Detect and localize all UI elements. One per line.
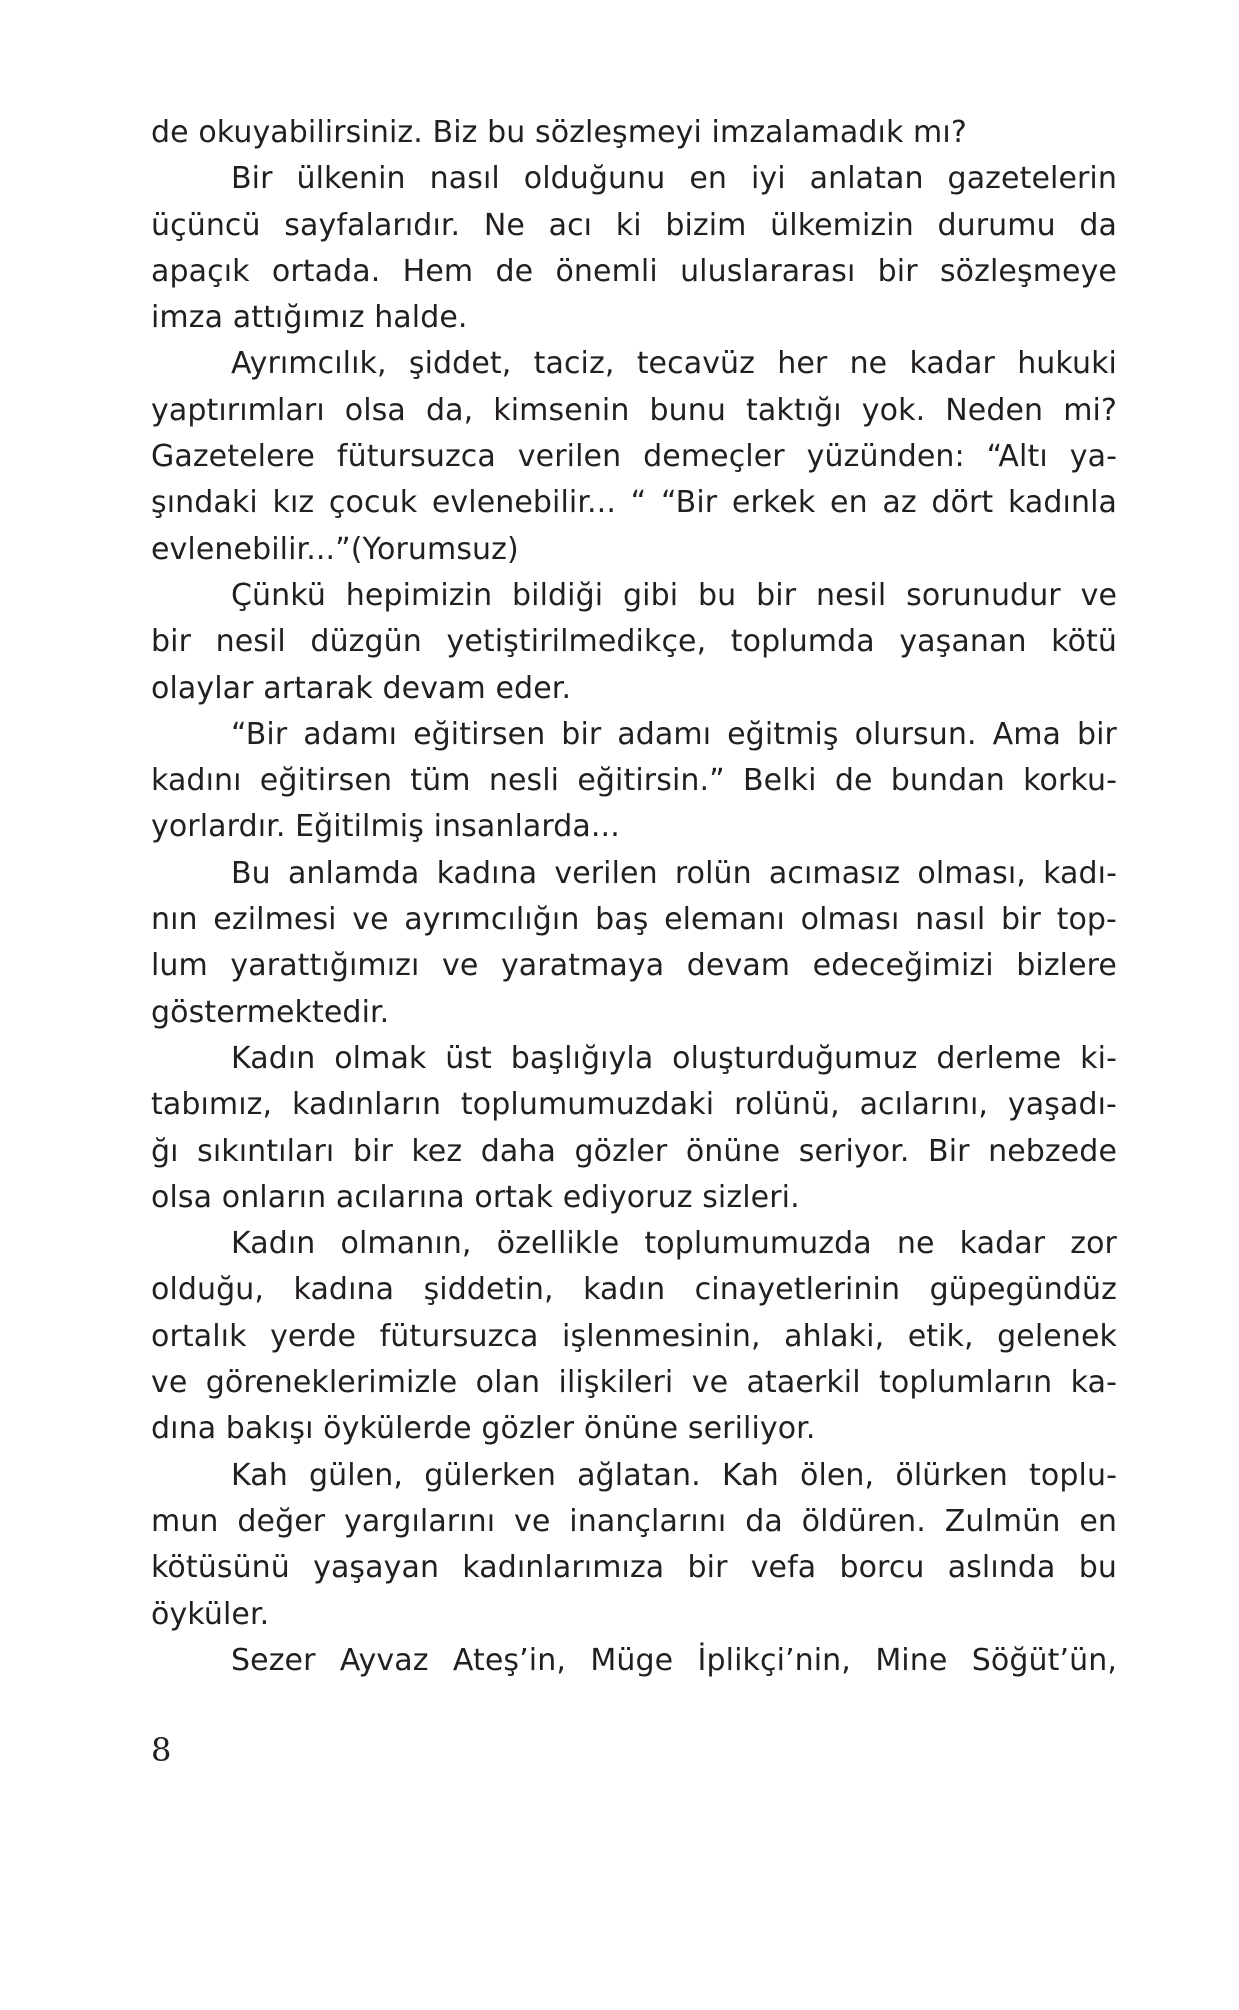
text-line: nın ezilmesi ve ayrımcılığın baş elemanı olması nasıl bir top- (151, 902, 1117, 938)
text-line: olduğu, kadına şiddetin, kadın cinayetlerinin güpegündüz (151, 1272, 1117, 1308)
text-line: apaçık ortada. Hem de önemli uluslararası bir sözleşmeye (151, 253, 1117, 289)
page-number: 8 (151, 1731, 172, 1769)
text-line: mun değer yargılarını ve inançlarını da öldüren. Zulmün en (151, 1503, 1117, 1539)
text-line: Kadın olmak üst başlığıyla oluşturduğumuz derleme ki- (231, 1040, 1117, 1076)
text-line: yorlardır. Eğitilmiş insanlarda... (151, 809, 620, 845)
text-line: ortalık yerde fütursuzca işlenmesinin, ahlaki, etik, gelenek (151, 1318, 1117, 1354)
text-line: ve göreneklerimizle olan ilişkileri ve ataerkil toplumların ka- (151, 1365, 1117, 1401)
text-line: kadını eğitirsen tüm nesli eğitirsin.” Belki de bundan korku- (151, 763, 1117, 799)
text-line: Çünkü hepimizin bildiği gibi bu bir nesil sorunudur ve (231, 577, 1117, 613)
text-line: kötüsünü yaşayan kadınlarımıza bir vefa borcu aslında bu (151, 1550, 1117, 1586)
text-line: ğı sıkıntıları bir kez daha gözler önüne seriyor. Bir nebzede (151, 1133, 1117, 1169)
text-line: Ayrımcılık, şiddet, taciz, tecavüz her ne kadar hukuki (231, 346, 1117, 382)
text-line: göstermektedir. (151, 994, 390, 1030)
text-line: öyküler. (151, 1596, 270, 1632)
text-line: evlenebilir...”(Yorumsuz) (151, 531, 519, 567)
text-line: imza attığımız halde. (151, 300, 468, 336)
text-line: Kah gülen, gülerken ağlatan. Kah ölen, ölürken toplu- (231, 1457, 1117, 1493)
text-line: dına bakışı öykülerde gözler önüne seriliyor. (151, 1411, 816, 1447)
text-line: Bu anlamda kadına verilen rolün acımasız olması, kadı- (231, 855, 1117, 891)
text-line: lum yarattığımızı ve yaratmaya devam edeceğimizi bizlere (151, 948, 1117, 984)
text-line: Sezer Ayvaz Ateş’in, Müge İplikçi’nin, Mine Söğüt’ün, (231, 1642, 1117, 1678)
text-line: şındaki kız çocuk evlenebilir... “ “Bir erkek en az dört kadınla (151, 485, 1117, 521)
body-text (151, 110, 1117, 1684)
text-line: “Bir adamı eğitirsen bir adamı eğitmiş olursun. Ama bir (231, 716, 1117, 752)
text-line: Bir ülkenin nasıl olduğunu en iyi anlatan gazetelerin (231, 161, 1117, 197)
text-line: Kadın olmanın, özellikle toplumumuzda ne kadar zor (231, 1226, 1117, 1262)
text-line: yaptırımları olsa da, kimsenin bunu taktığı yok. Neden mi? (151, 392, 1117, 428)
text-line: tabımız, kadınların toplumumuzdaki rolünü, acılarını, yaşadı- (151, 1087, 1117, 1123)
text-line: olsa onların acılarına ortak ediyoruz sizleri. (151, 1179, 800, 1215)
text-line: olaylar artarak devam eder. (151, 670, 572, 706)
text-line: Gazetelere fütursuzca verilen demeçler yüzünden: “Altı ya- (151, 439, 1117, 475)
text-line: bir nesil düzgün yetiştirilmedikçe, toplumda yaşanan kötü (151, 624, 1117, 660)
text-line: de okuyabilirsiniz. Biz bu sözleşmeyi imzalamadık mı? (151, 115, 967, 150)
text-line: üçüncü sayfalarıdır. Ne acı ki bizim ülkemizin durumu da (151, 207, 1117, 243)
